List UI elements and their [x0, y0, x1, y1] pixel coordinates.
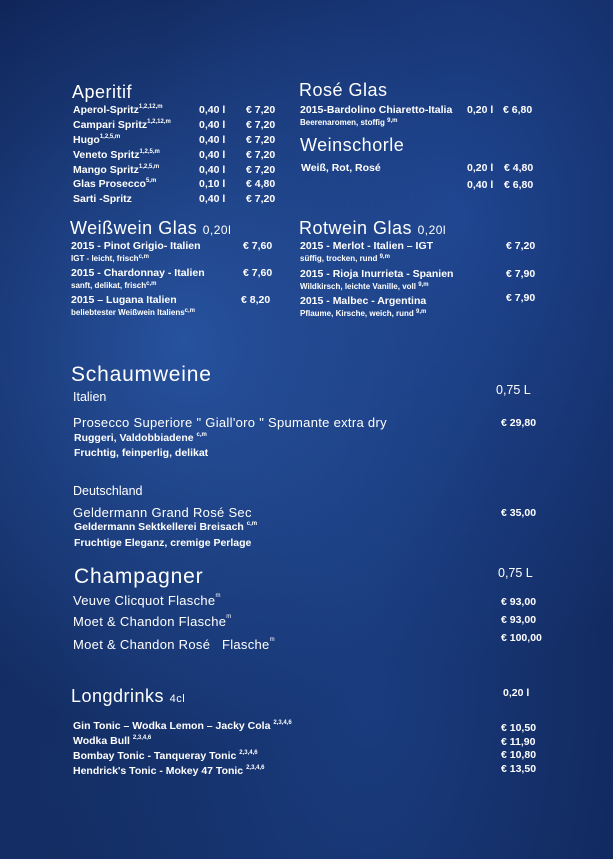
aperitif-item-size: 0,40 l [199, 193, 226, 205]
weisswein-item-price: € 7,60 [243, 240, 273, 252]
rose-item-price: € 6,80 [503, 104, 533, 116]
weinschorle-size: 0,20 l [467, 162, 494, 174]
weinschorle-size: 0,40 l [467, 179, 494, 191]
longdrink-item-price: € 13,50 [501, 763, 537, 775]
aperitif-item-price: € 7,20 [246, 149, 276, 161]
rotwein-item-price: € 7,90 [506, 292, 536, 304]
aperitif-item-size: 0,10 l [199, 178, 226, 190]
aperitif-item-name: Campari Spritz$^{1,2,12,m}$ [73, 119, 171, 131]
aperitif-item-name: Aperol-Spritz$^{1,2,12,m}$ [73, 104, 163, 116]
weinschorle-item-name: Weiß, Rot, Rosé [301, 162, 381, 174]
schaumwein-italien-detail: Fruchtig, feinperlig, delikat [74, 447, 209, 459]
aperitif-item-price: € 7,20 [246, 164, 276, 176]
weisswein-item-price: € 8,20 [241, 294, 271, 306]
longdrink-item-name: Hendrick's Tonic - Mokey 47 Tonic $^{2,3,4,6}$ [73, 765, 265, 777]
champagner-item-name: Veuve Clicquot Flasche$^m$ [73, 593, 221, 608]
longdrink-item-name: Wodka Bull $^{2,3,4,6}$ [73, 735, 152, 747]
weisswein-item-name: 2015 - Pinot Grigio- Italien [71, 240, 201, 252]
aperitif-item-name: Hugo$^{1,2,5,m}$ [73, 134, 121, 146]
longdrink-item-name: Gin Tonic – Wodka Lemon – Jacky Cola $^{2,3,4,6}$ [73, 720, 292, 732]
aperitif-item-price: € 7,20 [246, 134, 276, 146]
rotwein-item-price: € 7,20 [506, 240, 536, 252]
rotwein-title: Rotwein Glas 0,20l [299, 218, 447, 238]
longdrinks-title: Longdrinks 4cl [71, 686, 186, 706]
schaumwein-deutschland-detail: Geldermann Sektkellerei Breisach $^{c,m}$ [74, 521, 258, 533]
weisswein-item-name: 2015 – Lugana Italien [71, 294, 177, 306]
schaumweine-title: Schaumweine [71, 363, 212, 386]
aperitif-item-price: € 4,80 [246, 178, 276, 190]
champagner-item-price: € 93,00 [501, 614, 537, 626]
aperitif-item-name: Glas Prosecco$^{5,m}$ [73, 178, 157, 190]
longdrinks-size: 0,20 l [503, 687, 530, 699]
aperitif-title: Aperitif [72, 82, 133, 102]
rotwein-item-name: 2015 - Merlot - Italien – IGT [300, 240, 434, 252]
schaumwein-deutschland-price: € 35,00 [501, 507, 537, 519]
rotwein-item-detail: süffig, trocken, rund $^{9,m}$ [300, 254, 390, 263]
weisswein-item-detail: beliebtester Weißwein Italiens$^{c,m}$ [71, 308, 196, 317]
aperitif-item-price: € 7,20 [246, 193, 276, 205]
schaumwein-italien-detail: Ruggeri, Valdobbiadene $^{c,m}$ [74, 432, 207, 444]
champagner-item-price: € 93,00 [501, 596, 537, 608]
champagner-item-name: Moet & Chandon Rosé Flasche$^m$ [73, 637, 275, 652]
aperitif-item-name: Veneto Spritz$^{1,2,5,m}$ [73, 149, 160, 161]
weinschorle-price: € 6,80 [504, 179, 534, 191]
aperitif-item-size: 0,40 l [199, 104, 226, 116]
weisswein-item-price: € 7,60 [243, 267, 273, 279]
weisswein-item-detail: IGT - leicht, frisch$^{c,m}$ [71, 254, 149, 263]
aperitif-item-price: € 7,20 [246, 119, 276, 131]
rose-item-detail: Beerenaromen, stoffig $^{9,m}$ [300, 118, 398, 127]
rotwein-item-price: € 7,90 [506, 268, 536, 280]
longdrink-item-price: € 11,90 [501, 736, 536, 748]
schaumweine-italien-label: Italien [73, 390, 107, 404]
aperitif-item-price: € 7,20 [246, 104, 276, 116]
weisswein-item-name: 2015 - Chardonnay - Italien [71, 267, 205, 279]
aperitif-item-name: Sarti -Spritz [73, 193, 132, 205]
longdrink-item-price: € 10,80 [501, 749, 537, 761]
aperitif-item-size: 0,40 l [199, 164, 226, 176]
champagner-item-name: Moet & Chandon Flasche$^m$ [73, 614, 232, 629]
longdrink-item-price: € 10,50 [501, 722, 537, 734]
schaumwein-deutschland-detail: Fruchtige Eleganz, cremige Perlage [74, 537, 252, 549]
schaumwein-italien-price: € 29,80 [501, 417, 537, 429]
rotwein-item-detail: Pflaume, Kirsche, weich, rund $^{9,m}$ [300, 309, 427, 318]
aperitif-item-size: 0,40 l [199, 119, 226, 131]
champagner-size: 0,75 L [498, 566, 533, 580]
weisswein-item-detail: sanft, delikat, frisch$^{c,m}$ [71, 281, 157, 290]
rotwein-item-detail: Wildkirsch, leichte Vanille, voll $^{9,m}$ [300, 282, 429, 291]
rotwein-item-name: 2015 - Malbec - Argentina [300, 295, 427, 307]
aperitif-item-size: 0,40 l [199, 134, 226, 146]
rose-title: Rosé Glas [299, 80, 388, 100]
longdrink-item-name: Bombay Tonic - Tanqueray Tonic $^{2,3,4,6}$ [73, 750, 258, 762]
aperitif-item-name: Mango Spritz$^{1,2,5,m}$ [73, 164, 160, 176]
champagner-title: Champagner [74, 565, 204, 588]
aperitif-item-size: 0,40 l [199, 149, 226, 161]
rose-item-size: 0,20 l [467, 104, 494, 116]
schaumweine-size: 0,75 L [496, 383, 531, 397]
schaumwein-italien-name: Prosecco Superiore " Giall'oro " Spumante extra dry [73, 415, 387, 430]
schaumwein-deutschland-name: Geldermann Grand Rosé Sec [73, 505, 252, 520]
schaumweine-deutschland-label: Deutschland [73, 484, 143, 498]
weisswein-title: Weißwein Glas 0,20l [70, 218, 232, 238]
rose-item-name: 2015-Bardolino Chiaretto-Italia [300, 104, 453, 116]
weinschorle-title: Weinschorle [300, 135, 405, 155]
rotwein-item-name: 2015 - Rioja Inurrieta - Spanien [300, 268, 454, 280]
weinschorle-price: € 4,80 [504, 162, 534, 174]
champagner-item-price: € 100,00 [501, 632, 542, 644]
